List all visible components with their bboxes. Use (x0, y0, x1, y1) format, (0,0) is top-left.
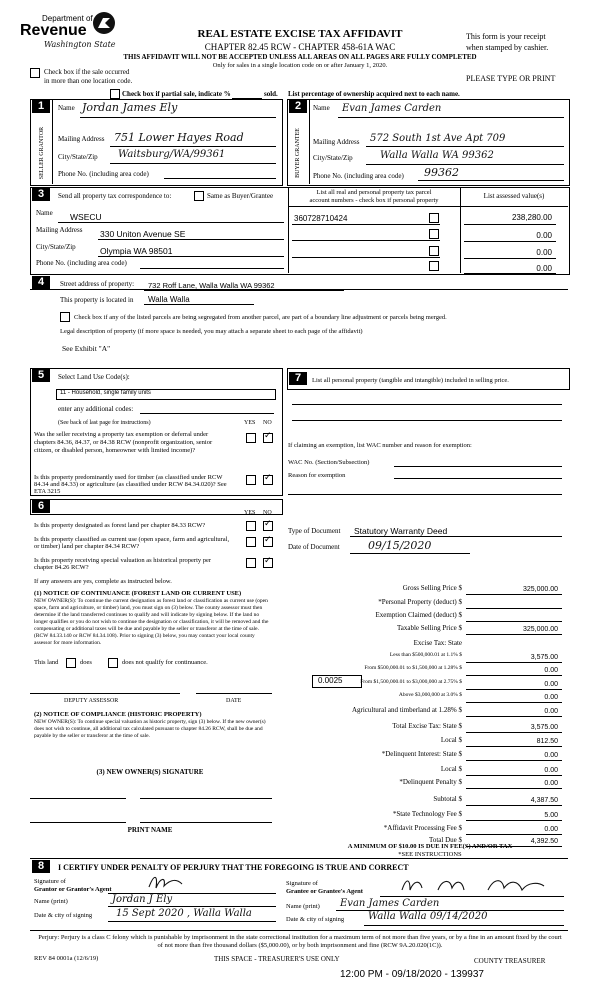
notice2-body: NEW OWNER(S): To continue special valuation as historic property, sign (3) below. If the new owner(s) does not wish to continue, all additional tax calculated pursuant to chapter 84.26 RCW, shall be due and payable by the seller or transferor at the time of sale. (34, 719, 266, 739)
calc-value[interactable]: 325,000.00 (522, 626, 558, 633)
calc-label: Local $ (440, 736, 462, 744)
county-treasurer: COUNTY TREASURER (474, 957, 546, 965)
calc-value[interactable]: 3,575.00 (530, 654, 558, 661)
exemption-label: If claiming an exemption, list WAC number and reason for exemption: (288, 442, 472, 449)
grantor-name-label: Name (print) (34, 898, 68, 905)
local-rate: 0.0025 (318, 676, 343, 685)
corr-city[interactable]: Olympia WA 98501 (100, 246, 173, 256)
grantor-signature[interactable] (146, 872, 186, 892)
calc-value[interactable]: 0.00 (544, 681, 558, 688)
sec6-q3-no[interactable] (263, 558, 273, 568)
sec5-q1-no[interactable] (263, 433, 273, 443)
doc-date-label: Date of Document (288, 543, 340, 551)
parcel-header-2: account numbers - check box if personal property (309, 197, 439, 204)
located-label: This property is located in (60, 296, 134, 304)
buyer-city-label: City/State/Zip (313, 154, 353, 162)
calc-label: Gross Selling Price $ (402, 584, 462, 592)
sec6-yes-label: YES (244, 510, 256, 516)
parcel-personal-checkbox-1[interactable] (429, 213, 439, 223)
this-land-label: This land (34, 659, 59, 666)
form-warning: THIS AFFIDAVIT WILL NOT BE ACCEPTED UNLESS ALL AREAS ON ALL PAGES ARE FULLY COMPLETED (123, 53, 477, 61)
department-label: Department of (42, 14, 93, 23)
calc-label: Less than $500,000.01 at 1.1% $ (389, 652, 462, 658)
land-use-value: 11 - Household, single family units (60, 390, 151, 396)
perjury-text: Perjury: Perjury is a class C felony which is punishable by imprisonment in the state correctional institution for a maximum term of not more than five years, or by a fine in an amount fixed by the court of not more than five thousand dollars ($5,000.00), or by both imprisonment and fine (RCW 9A.20.020(1C)). (38, 934, 562, 949)
calc-label: Exemption Claimed (deduct) $ (375, 611, 462, 619)
doc-type[interactable]: Statutory Warranty Deed (354, 526, 448, 536)
form-revision: REV 84 0001a (12/6/19) (34, 955, 99, 962)
sec6-if-yes: If any answers are yes, complete as instructed below. (34, 578, 172, 585)
multi-location-label-1: Check box if the sale occurred (44, 68, 130, 76)
revenue-logo-text: Revenue (20, 22, 87, 39)
calc-label: Local $ (440, 765, 462, 773)
new-owner-signature-label: (3) NEW OWNER(S) SIGNATURE (96, 768, 204, 776)
calc-value[interactable]: 0.00 (544, 667, 558, 674)
sec6-question-3: Is this property receiving special valuation as historical property per chapter 84.26 RCW? (34, 557, 212, 571)
assessed-value-4[interactable]: 0.00 (536, 264, 552, 273)
sec5-q2-no[interactable] (263, 475, 273, 485)
corr-name-label: Name (36, 209, 53, 217)
seller-mail[interactable]: 751 Lower Hayes Road (114, 131, 244, 144)
reason-label: Reason for exemption (288, 472, 346, 479)
seller-city-label: City/State/Zip (58, 153, 98, 161)
segregated-label: Check box if any of the listed parcels are being segregated from another parcel, are part of a boundary line adjustment or parcels being merged. (74, 314, 447, 321)
calc-label: Subtotal $ (433, 795, 462, 803)
revenue-logo-icon (92, 11, 116, 35)
grantor-date-label: Date & city of signing (34, 912, 93, 919)
calc-label: *Affidavit Processing Fee $ (383, 824, 462, 832)
treasurer-use: THIS SPACE - TREASURER'S USE ONLY (214, 955, 340, 963)
buyer-mail-label: Mailing Address (313, 138, 360, 146)
land-does-not-checkbox[interactable] (108, 658, 118, 668)
calc-label: Total Excise Tax: State $ (392, 722, 462, 730)
sec6-question-1: Is this property designated as forest land per chapter 84.33 RCW? (34, 522, 206, 529)
partial-sale-sold: sold. (264, 90, 278, 98)
corr-mail[interactable]: 330 Uniton Avenue SE (100, 229, 186, 239)
parcel-number-1[interactable]: 360728710424 (294, 214, 348, 223)
calc-value[interactable]: 325,000.00 (522, 586, 558, 593)
multi-location-label-2: in more than one location code. (44, 77, 133, 85)
notice1-title: (1) NOTICE OF CONTINUANCE (FOREST LAND OR CURRENT USE) (34, 590, 242, 597)
sec5-yes-label: YES (244, 420, 256, 426)
type-or-print: PLEASE TYPE OR PRINT (466, 74, 556, 83)
section-1-number: 1 (32, 100, 50, 113)
sec6-question-2: Is this property classified as current use (open space, farm and agricultural, or timber) land per chapter 84.34 RCW? (34, 536, 230, 550)
parcel-personal-checkbox-4[interactable] (429, 261, 439, 271)
receipt-note-2: when stamped by cashier. (466, 43, 549, 52)
seller-mail-label: Mailing Address (58, 135, 105, 143)
partial-sale-label: Check box if partial sale, indicate % (122, 90, 231, 98)
sec6-q1-yes[interactable] (246, 521, 256, 531)
wac-label: WAC No. (Section/Subsection) (288, 459, 370, 466)
calc-label: From $500,000.01 to $1,500,000 at 1.28% $ (364, 665, 462, 671)
see-back-label: (See back of last page for instructions) (58, 420, 151, 426)
calc-label: *Delinquent Interest: State $ (381, 750, 462, 758)
grantee-date[interactable]: Walla Walla 09/14/2020 (368, 911, 488, 922)
state-label: Washington State (44, 40, 116, 49)
assessed-value-2[interactable]: 0.00 (536, 231, 552, 240)
calc-value[interactable]: 0.00 (544, 694, 558, 701)
calc-value[interactable]: 5.00 (544, 812, 558, 819)
assessed-header: List assessed value(s) (483, 192, 545, 200)
see-instructions: *SEE INSTRUCTIONS (398, 851, 462, 858)
corr-mail-label: Mailing Address (36, 226, 83, 234)
section-7-number: 7 (289, 372, 307, 385)
sec6-q2-yes[interactable] (246, 537, 256, 547)
buyer-mail[interactable]: 572 South 1st Ave Apt 709 (370, 133, 506, 144)
notice1-body: NEW OWNER(S): To continue the current designation as forest land or classification as current use (open space, farm and agriculture, or timber) land, you must sign on (3) below. The county assessor must then determine if the land transferred continues to qualify and will indicate by signing below. If the land no longer qualifies or you do not wish to continue the designation or classification, it will be removed and the compensating or additional taxes will be due and payable by the seller or transferor at the time of sale. (RCW 84.33.140 or RCW 84.34.108). Prior to signing (3) below, you may contact your local county assessor for more information. (34, 598, 269, 646)
deputy-assessor-label: DEPUTY ASSESSOR (64, 698, 119, 704)
sec6-no-label: NO (263, 510, 272, 516)
buyer-side-label: BUYER GRANTEE (295, 128, 301, 178)
parcel-personal-checkbox-3[interactable] (429, 246, 439, 256)
calc-label: Above $3,000,000 at 3.0% $ (398, 692, 462, 698)
parcel-personal-checkbox-2[interactable] (429, 229, 439, 239)
section-2-number: 2 (289, 100, 307, 113)
grantor-date[interactable]: 15 Sept 2020 , Walla Walla (116, 908, 252, 919)
calc-value[interactable]: 4,392.50 (530, 838, 558, 845)
street-label: Street address of property: (60, 280, 135, 288)
same-as-buyer-checkbox[interactable] (194, 191, 204, 201)
section-5-number: 5 (32, 369, 50, 382)
sec5-no-label: NO (263, 420, 272, 426)
seller-side-label: SELLER GRANTOR (39, 126, 45, 180)
assessed-value-3[interactable]: 0.00 (536, 248, 552, 257)
grantee-name-label: Name (print) (286, 903, 320, 910)
send-correspondence-label: Send all property tax correspondence to: (58, 192, 172, 200)
section-8-number: 8 (32, 860, 50, 873)
land-does-not-label: does not qualify for continuance. (122, 659, 208, 666)
section-6-number: 6 (32, 500, 50, 513)
form-chapter: CHAPTER 82.45 RCW - CHAPTER 458-61A WAC (204, 42, 396, 52)
form-title: REAL ESTATE EXCISE TAX AFFIDAVIT (197, 28, 403, 40)
same-as-buyer-label: Same as Buyer/Grantee (207, 192, 274, 200)
land-does-label: does (80, 659, 92, 666)
located-county[interactable]: Walla Walla (148, 295, 190, 304)
corr-city-label: City/State/Zip (36, 243, 76, 251)
minimum-note: A MINIMUM OF $10.00 IS DUE IN FEE(S) AND/OR TAX (347, 843, 513, 850)
calc-label: Excise Tax: State (413, 639, 462, 647)
calc-value[interactable]: 0.00 (544, 780, 558, 787)
seller-name-label: Name (58, 104, 75, 112)
grantee-sig-label-b: Grantee or Grantee's Agent (286, 888, 363, 895)
grantee-signature[interactable] (398, 874, 548, 896)
buyer-city[interactable]: Walla Walla WA 99362 (380, 150, 494, 161)
print-name-label: PRINT NAME (127, 826, 173, 834)
seller-name[interactable]: Jordan James Ely (82, 101, 178, 114)
sec5-question-2: Is this property predominantly used for timber (as classified under RCW 84.34 and 84.33) or agriculture (as classified under RCW 84.34.020)? See ETA 3215 (34, 474, 227, 495)
deputy-date-label: DATE (226, 698, 242, 704)
calc-label: Taxable Selling Price $ (396, 624, 462, 632)
section-4-number: 4 (32, 276, 50, 289)
calc-value[interactable]: 3,575.00 (530, 724, 558, 731)
land-does-checkbox[interactable] (66, 658, 76, 668)
calc-label: *Delinquent Penalty $ (399, 778, 462, 786)
corr-phone-label: Phone No. (including area code) (36, 259, 127, 267)
calc-value[interactable]: 0.00 (544, 752, 558, 759)
seller-phone-label: Phone No. (including area code) (58, 170, 149, 178)
doc-type-label: Type of Document (288, 527, 341, 535)
corr-name[interactable]: WSECU (70, 212, 102, 222)
notice2-title: (2) NOTICE OF COMPLIANCE (HISTORIC PROPERTY) (34, 711, 202, 718)
seller-city[interactable]: Waitsburg/WA/99361 (118, 149, 226, 160)
buyer-name-label: Name (313, 104, 330, 112)
grantee-name[interactable]: Evan James Carden (340, 898, 440, 909)
receipt-note-1: This form is your receipt (466, 32, 546, 41)
grantee-sig-label-a: Signature of (286, 880, 318, 887)
legal-exhibit[interactable]: See Exhibit "A" (62, 344, 111, 353)
assessed-value-1[interactable]: 238,280.00 (511, 213, 552, 222)
sec5-q2-yes[interactable] (246, 475, 256, 485)
sec5-q1-yes[interactable] (246, 433, 256, 443)
buyer-phone-label: Phone No. (including area code) (313, 172, 404, 180)
doc-date[interactable]: 09/15/2020 (368, 539, 432, 552)
grantor-name[interactable]: Jordan J Ely (112, 894, 173, 905)
personal-property-label: List all personal property (tangible and intangible) included in selling price. (312, 377, 509, 384)
calc-value[interactable]: 0.00 (544, 767, 558, 774)
sec6-q3-yes[interactable] (246, 558, 256, 568)
ownership-note: List percentage of ownership acquired next to each name. (288, 90, 460, 98)
legal-label: Legal description of property (if more space is needed, you may attach a separate sheet to each page of the affidavit) (60, 328, 363, 335)
sec5-question-1: Was the seller receiving a property tax exemption or deferral under chapters 84.36, 84.37, or 84.38 RCW (nonprofit organization, senior citizen, or disabled person, homeowner with limited income)? (34, 431, 213, 454)
buyer-name[interactable]: Evan James Carden (342, 103, 442, 114)
sec6-q2-no[interactable] (263, 537, 273, 547)
multi-location-checkbox[interactable] (30, 68, 40, 78)
segregated-checkbox[interactable] (60, 312, 70, 322)
calc-label: Total Due $ (429, 836, 462, 844)
land-use-label: Select Land Use Code(s): (58, 373, 130, 381)
calc-value[interactable]: 812.50 (536, 738, 558, 745)
sec6-q1-no[interactable] (263, 521, 273, 531)
calc-value[interactable]: 0.00 (544, 708, 558, 715)
section-3-number: 3 (32, 188, 50, 201)
calc-label: *Personal Property (deduct) $ (378, 598, 462, 606)
street-address[interactable]: 732 Roff Lane, Walla Walla WA 99362 (148, 281, 275, 290)
additional-codes-label: enter any additional codes: (58, 405, 134, 413)
calc-label: From $1,500,000.01 to $3,000,000 at 2.75% $ (360, 679, 462, 685)
calc-value[interactable]: 0.00 (544, 826, 558, 833)
grantor-sig-label-b: Grantor or Grantor's Agent (34, 886, 112, 893)
calc-label: Agricultural and timberland at 1.28% $ (351, 706, 462, 714)
partial-sale-checkbox[interactable] (110, 89, 120, 99)
parcel-header-1: List all real and personal property tax parcel (316, 189, 432, 196)
receipt-stamp: 12:00 PM - 09/18/2020 - 139937 (340, 969, 484, 980)
sale-note: Only for sales in a single location code on or after January 1, 2020. (212, 62, 388, 69)
grantor-sig-label-a: Signature of (34, 878, 66, 885)
buyer-zip-extra[interactable]: 99362 (424, 166, 459, 179)
calc-value[interactable]: 4,387.50 (530, 797, 558, 804)
certify-label: I CERTIFY UNDER PENALTY OF PERJURY THAT THE FOREGOING IS TRUE AND CORRECT (58, 863, 409, 872)
calc-label: *State Technology Fee $ (392, 810, 462, 818)
grantee-date-label: Date & city of signing (286, 916, 345, 923)
